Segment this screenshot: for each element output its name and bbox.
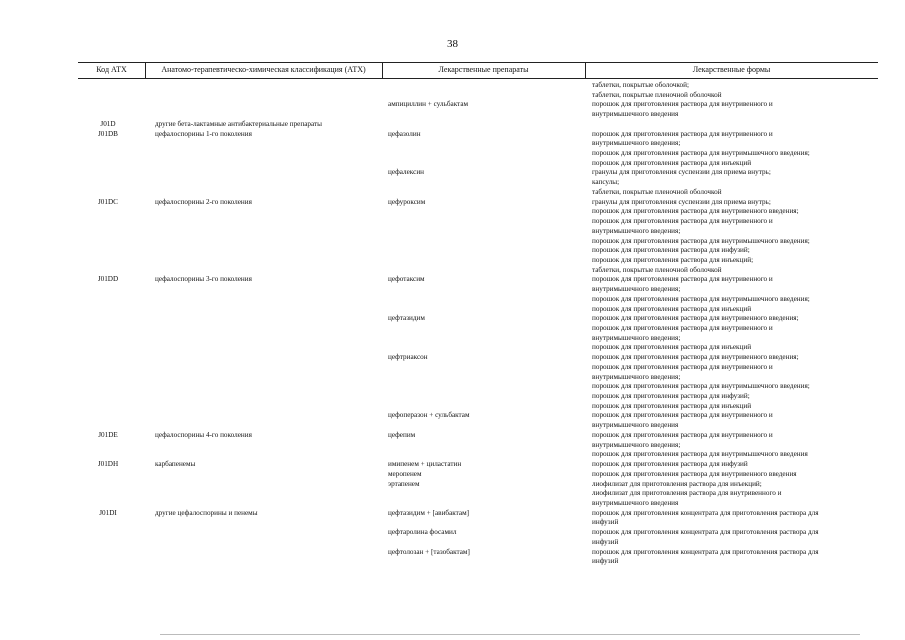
dosage-form-cell: гранулы для приготовления суспензии для приема внутрь;: [592, 197, 771, 206]
table-row: [0, 227, 905, 236]
classification-cell: другие цефалоспорины и пенемы: [155, 508, 258, 517]
dosage-form-cell: порошок для приготовления раствора для внутривенного введения: [592, 469, 797, 478]
table-row: [0, 198, 905, 207]
dosage-form-cell: порошок для приготовления раствора для инъекций: [592, 401, 752, 410]
classification-cell: другие бета-лактамные антибактериальные препараты: [155, 119, 322, 128]
page-bottom-edge: [160, 634, 860, 635]
table-row: [0, 168, 905, 177]
table-row: [0, 217, 905, 226]
dosage-form-cell: порошок для приготовления концентрата для приготовления раствора для: [592, 508, 819, 517]
header-atc-code: Код АТХ: [96, 65, 127, 74]
table-row: [0, 130, 905, 139]
atc-code-cell: J01DB: [98, 129, 118, 138]
dosage-form-cell: порошок для приготовления раствора для инъекций: [592, 304, 752, 313]
table-row: [0, 392, 905, 401]
dosage-form-cell: таблетки, покрытые пленочной оболочкой: [592, 265, 722, 274]
drug-cell: цефтриаксон: [388, 353, 428, 362]
table-row: [0, 450, 905, 459]
table-row: [0, 91, 905, 100]
table-row: [0, 305, 905, 314]
table-row: [0, 285, 905, 294]
dosage-form-cell: порошок для приготовления раствора для инфузий;: [592, 246, 750, 255]
table-row: [0, 411, 905, 420]
table-row: [0, 139, 905, 148]
dosage-form-cell: внутримышечного введения;: [592, 226, 681, 235]
dosage-form-cell: инфузий: [592, 557, 619, 566]
table-row: [0, 353, 905, 362]
page-number: 38: [447, 38, 458, 50]
table-row: [0, 441, 905, 450]
table-row: [0, 460, 905, 469]
table-row: [0, 402, 905, 411]
dosage-form-cell: капсулы;: [592, 178, 620, 187]
table-row: [0, 237, 905, 246]
dosage-form-cell: инфузий: [592, 537, 619, 546]
dosage-form-cell: порошок для приготовления раствора для внутримышечного введения;: [592, 236, 810, 245]
dosage-form-cell: порошок для приготовления раствора для внутривенного и: [592, 129, 773, 138]
dosage-form-cell: порошок для приготовления концентрата для приготовления раствора для: [592, 547, 819, 556]
dosage-form-cell: внутримышечного введения: [592, 110, 679, 119]
drug-cell: цефуроксим: [388, 197, 426, 206]
atc-code-cell: J01DH: [97, 460, 119, 469]
table-top-rule: [78, 62, 878, 63]
table-row: [0, 159, 905, 168]
table-row: [0, 81, 905, 90]
atc-code-cell: J01DI: [99, 508, 117, 517]
table-row: [0, 100, 905, 109]
table-row: [0, 431, 905, 440]
dosage-form-cell: внутримышечного введения;: [592, 333, 681, 342]
table-row: [0, 149, 905, 158]
table-row: [0, 499, 905, 508]
table-row: [0, 314, 905, 323]
table-row: [0, 548, 905, 557]
table-row: [0, 275, 905, 284]
dosage-form-cell: порошок для приготовления раствора для внутривенного и: [592, 362, 773, 371]
table-row: [0, 470, 905, 479]
dosage-form-cell: таблетки, покрытые пленочной оболочкой: [592, 187, 722, 196]
table-row: [0, 557, 905, 566]
dosage-form-cell: порошок для приготовления раствора для внутримышечного введения;: [592, 382, 810, 391]
table-row: [0, 178, 905, 187]
classification-cell: цефалоспорины 3-го поколения: [155, 275, 252, 284]
dosage-form-cell: порошок для приготовления раствора для инъекций: [592, 343, 752, 352]
table-row: [0, 421, 905, 430]
drug-cell: эртапенем: [388, 479, 420, 488]
dosage-form-cell: внутримышечного введения: [592, 421, 679, 430]
dosage-form-cell: порошок для приготовления раствора для инъекций: [592, 158, 752, 167]
table-row: [0, 382, 905, 391]
header-atc-classification: Анатомо-терапевтическо-химическая классификация (АТХ): [161, 65, 366, 74]
dosage-form-cell: порошок для приготовления раствора для внутримышечного введения: [592, 450, 808, 459]
table-row: [0, 509, 905, 518]
dosage-form-cell: порошок для приготовления раствора для внутривенного и: [592, 275, 773, 284]
table-row: [0, 256, 905, 265]
drug-cell: цефазолин: [388, 129, 421, 138]
table-row: [0, 207, 905, 216]
table-row: [0, 480, 905, 489]
table-row: [0, 489, 905, 498]
drug-cell: цефепим: [388, 430, 416, 439]
dosage-form-cell: порошок для приготовления раствора для внутримышечного введения;: [592, 294, 810, 303]
dosage-form-cell: внутримышечного введения;: [592, 440, 681, 449]
drug-cell: цефтазидим + [авибактам]: [388, 508, 470, 517]
atc-code-cell: J01D: [100, 119, 116, 128]
dosage-form-cell: порошок для приготовления раствора для внутривенного введения;: [592, 353, 799, 362]
classification-cell: цефалоспорины 4-го поколения: [155, 430, 252, 439]
drug-cell: имипенем + циластатин: [388, 460, 462, 469]
dosage-form-cell: лиофилизат для приготовления раствора для инъекций;: [592, 479, 762, 488]
atc-code-cell: J01DD: [97, 275, 119, 284]
dosage-form-cell: порошок для приготовления раствора для внутримышечного введения;: [592, 149, 810, 158]
table-row: [0, 363, 905, 372]
dosage-form-cell: порошок для приготовления раствора для внутривенного и: [592, 324, 773, 332]
table-row: [0, 518, 905, 527]
table-row: [0, 324, 905, 333]
drug-cell: меропенем: [388, 469, 422, 478]
dosage-form-cell: лиофилизат для приготовления раствора для внутривенного и: [592, 489, 782, 498]
dosage-form-cell: порошок для приготовления раствора для внутривенного и: [592, 411, 773, 420]
table-row: [0, 528, 905, 537]
drug-cell: цефтолозан + [тазобактам]: [388, 547, 470, 556]
dosage-form-cell: порошок для приготовления раствора для внутривенного введения;: [592, 314, 799, 323]
dosage-form-cell: порошок для приготовления раствора для инъекций;: [592, 255, 754, 264]
header-dosage-forms: Лекарственные формы: [692, 65, 771, 74]
dosage-form-cell: порошок для приготовления раствора для внутривенного введения;: [592, 207, 799, 216]
classification-cell: цефалоспорины 1-го поколения: [155, 129, 252, 138]
table-row: [0, 538, 905, 547]
dosage-form-cell: таблетки, покрытые оболочкой;: [592, 81, 689, 89]
atc-code-cell: J01DE: [98, 430, 118, 439]
drug-cell: цефалексин: [388, 168, 425, 177]
table-row: [0, 295, 905, 304]
table-row: [0, 373, 905, 382]
table-row: [0, 246, 905, 255]
table-row: [0, 343, 905, 352]
drug-cell: цефтазидим: [388, 314, 425, 323]
header-drugs: Лекарственные препараты: [438, 65, 529, 74]
dosage-form-cell: порошок для приготовления раствора для инфузий: [592, 460, 748, 469]
dosage-form-cell: порошок для приготовления раствора для внутривенного и: [592, 217, 773, 226]
table-row: [0, 188, 905, 197]
dosage-form-cell: таблетки, покрытые пленочной оболочкой: [592, 90, 722, 99]
table-header-rule: [78, 78, 878, 79]
table-row: [0, 266, 905, 275]
classification-cell: карбапенемы: [155, 460, 196, 469]
dosage-form-cell: инфузий: [592, 518, 619, 527]
table-row: [0, 110, 905, 119]
table-row: [0, 120, 905, 129]
dosage-form-cell: внутримышечного введения;: [592, 372, 681, 381]
dosage-form-cell: гранулы для приготовления суспензии для приема внутрь;: [592, 168, 771, 177]
drug-cell: цефоперазон + сульбактам: [388, 411, 470, 420]
dosage-form-cell: порошок для приготовления концентрата для приготовления раствора для: [592, 528, 819, 537]
classification-cell: цефалоспорины 2-го поколения: [155, 197, 252, 206]
dosage-form-cell: порошок для приготовления раствора для внутривенного и: [592, 100, 773, 109]
drug-cell: цефтаролина фосамил: [388, 528, 457, 537]
dosage-form-cell: порошок для приготовления раствора для внутривенного и: [592, 430, 773, 439]
dosage-form-cell: внутримышечного введения;: [592, 139, 681, 148]
drug-cell: ампициллин + сульбактам: [388, 100, 469, 109]
dosage-form-cell: внутримышечного введения: [592, 498, 679, 507]
dosage-form-cell: порошок для приготовления раствора для инфузий;: [592, 392, 750, 401]
table-row: [0, 334, 905, 343]
dosage-form-cell: внутримышечного введения;: [592, 285, 681, 294]
atc-code-cell: J01DC: [98, 197, 118, 206]
drug-cell: цефотаксим: [388, 275, 425, 284]
